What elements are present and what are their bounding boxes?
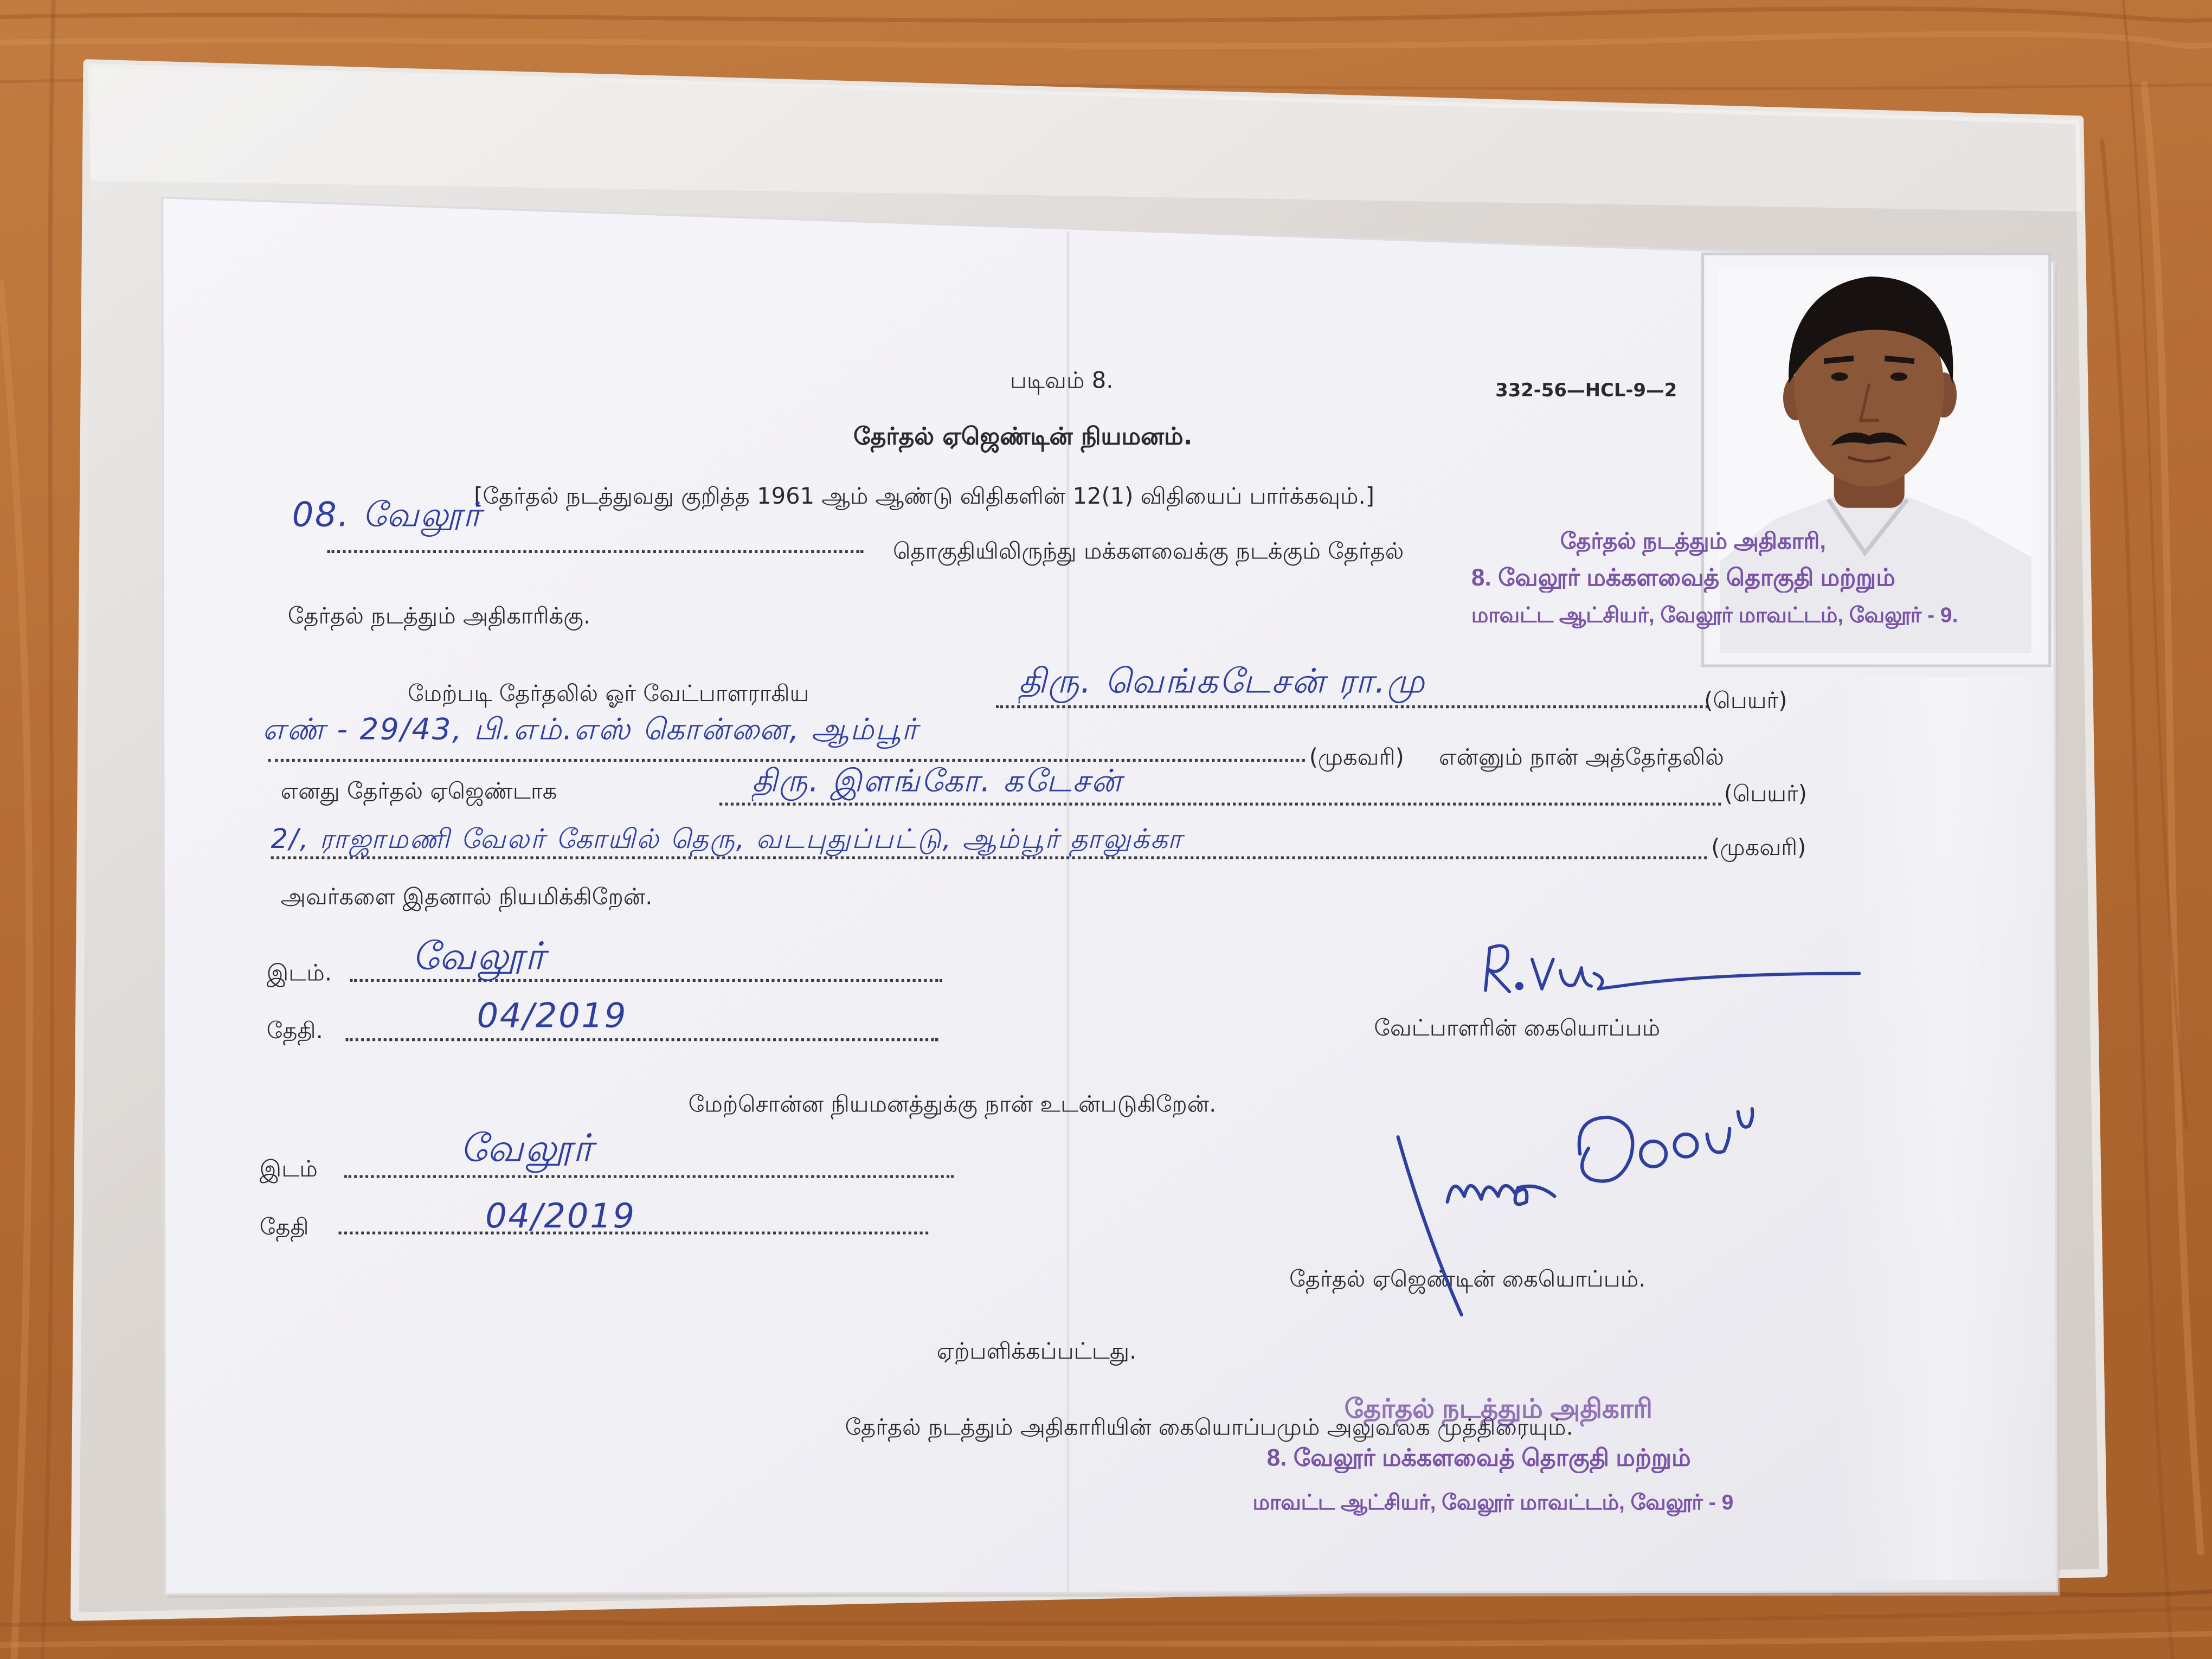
print-code: 332-56—HCL-9—2 [1495,381,1677,402]
place-label: இடம். [266,959,332,986]
candidate-name-handwritten: திரு. வெங்கடேசன் ரா.மு [1018,661,1426,702]
photo-eye-right [1891,372,1907,381]
candidate-intro: மேற்படி தேர்தலில் ஓர் வேட்பாளராகிய [407,680,809,707]
candidate-address-handwritten: எண் - 29/43, பி.எம்.எஸ் கொன்னை, ஆம்பூர் [262,712,919,747]
stamp-bottom-line1: தேர்தல் நடத்தும் அதிகாரி [1344,1395,1653,1425]
agent-place-label: இடம் [259,1155,318,1182]
constituency-suffix: தொகுதியிலிருந்து மக்களவைக்கு நடக்கும் தேர்தல் [893,537,1404,564]
stamp-bottom-line3: மாவட்ட ஆட்சியர், வேலூர் மாவட்டம், வேலூர் - 9 [1252,1491,1734,1515]
rule-reference: [தேர்தல் நடத்துவது குறித்த 1961 ஆம் ஆண்டு விதிகளின் 12(1) விதியைப் பார்க்கவும்.] [474,482,1375,510]
agent-date-label: தேதி [259,1213,309,1240]
candidate-signature-label: வேட்பாளரின் கையொப்பம் [1374,1014,1661,1041]
photo-eye-left [1831,372,1848,381]
stamp-bottom-line2: 8. வேலூர் மக்களவைத் தொகுதி மற்றும் [1266,1444,1691,1471]
date-handwritten: 04/2019 [477,996,628,1036]
agent-address-handwritten: 2/, ராஜாமணி வேலர் கோயில் தெரு, வடபுதுப்பட்டு, ஆம்பூர் தாலுக்கா [271,824,1184,855]
appoint-close: அவர்களை இதனால் நியமிக்கிறேன். [280,883,653,910]
agent-address-label: (முகவரி) [1711,833,1806,861]
place-handwritten: வேலூர் [411,935,546,979]
returning-officer-label: தேர்தல் நடத்தும் அதிகாரியின் கையொப்பமும் அலுவலக முத்திரையும். [845,1413,1573,1441]
agent-signature-label: தேர்தல் ஏஜெண்டின் கையொப்பம். [1289,1265,1646,1293]
form-title: தேர்தல் ஏஜெண்டின் நியமனம். [853,423,1193,452]
appoint-clause: என்னும் நான் அத்தேர்தலில் [1439,743,1724,770]
stamp-top-line2: 8. வேலூர் மக்களவைத் தொகுதி மற்றும் [1471,564,1896,591]
agent-name-label: (பெயர்) [1724,780,1808,807]
constituency-handwritten: 08. வேலூர் [292,495,483,535]
form-number: படிவம் 8. [1010,366,1114,394]
constituency-dot-leader [327,550,864,553]
agent-place-handwritten: வேலூர் [460,1127,594,1171]
laminate-sheen [1834,677,2060,1580]
stamp-top-line1: தேர்தல் நடத்தும் அதிகாரி, [1560,530,1826,555]
agent-intro: எனது தேர்தல் ஏஜெண்டாக [280,777,557,805]
accepted-label: ஏற்பளிக்கப்பட்டது. [936,1337,1137,1365]
agent-name-handwritten: திரு. இளங்கோ. கடேசன் [751,764,1123,800]
candidate-name-label: (பெயர்) [1704,687,1787,714]
consent-statement: மேற்சொன்ன நியமனத்துக்கு நான் உடன்படுகிறேன். [688,1090,1217,1117]
agent-date-handwritten: 04/2019 [485,1196,636,1236]
addressee: தேர்தல் நடத்தும் அதிகாரிக்கு. [287,602,591,629]
date-label: தேதி. [266,1017,323,1044]
stamp-top-line3: மாவட்ட ஆட்சியர், வேலூர் மாவட்டம், வேலூர் - 9. [1471,603,1958,628]
candidate-address-label: (முகவரி) [1309,743,1404,770]
